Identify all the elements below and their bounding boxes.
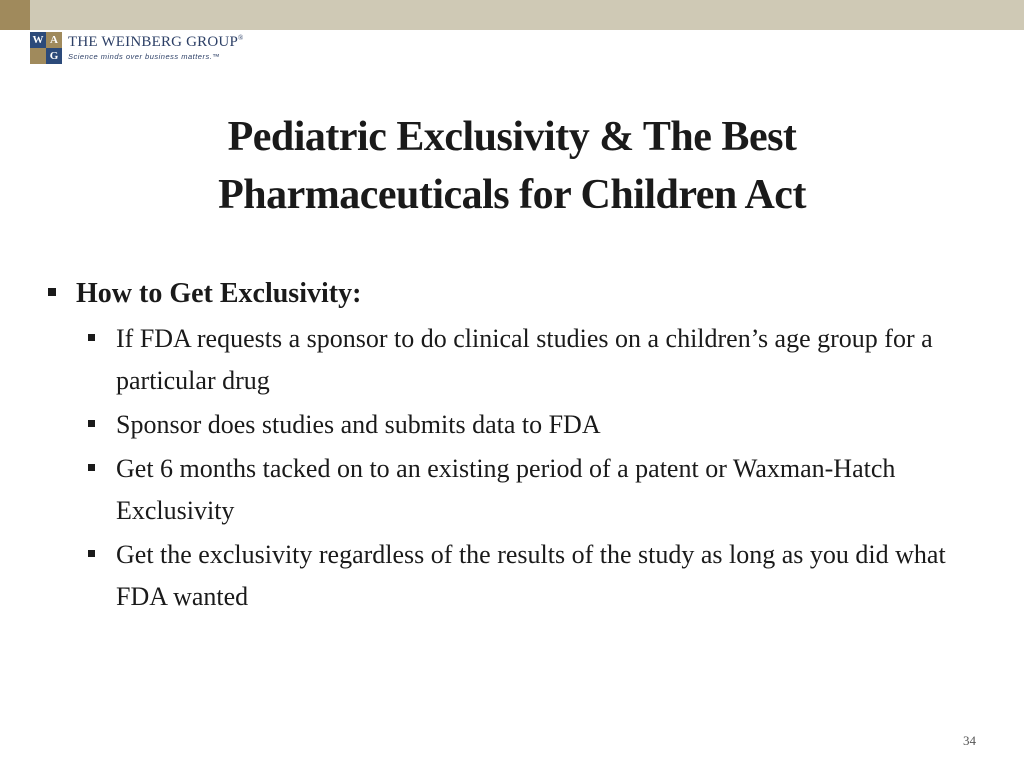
sub-bullet-list [116, 318, 968, 618]
company-logo [30, 32, 244, 64]
list-item-text: Get 6 months tacked on to an existing period of a patent or Waxman-Hatch Exclusivity [116, 454, 896, 525]
top-band-bar [30, 0, 1024, 30]
square-bullet-icon [88, 464, 95, 471]
logo-mark-cell [30, 48, 46, 64]
square-bullet-icon [88, 334, 95, 341]
list-item [116, 404, 968, 446]
page-number: 34 [963, 733, 976, 748]
logo-name [68, 35, 244, 50]
logo-text [68, 35, 244, 61]
logo-name-text: THE WEINBERG GROUP [68, 34, 238, 51]
slide-content [48, 274, 968, 620]
slide-title [0, 108, 1024, 224]
top-band-square [0, 0, 30, 30]
main-bullet-text: How to Get Exclusivity: [76, 278, 362, 309]
square-bullet-icon [88, 550, 95, 557]
square-bullet-icon [48, 288, 56, 296]
list-item-text: Get the exclusivity regardless of the results of the study as long as you did what FDA wanted [116, 540, 946, 611]
list-item [116, 318, 968, 402]
list-item [116, 534, 968, 618]
list-item [116, 448, 968, 532]
list-item-text: If FDA requests a sponsor to do clinical studies on a children’s age group for a particular drug [116, 324, 933, 395]
slide-title-line-2: Pharmaceuticals for Children Act [218, 172, 806, 218]
slide-title-line-1: Pediatric Exclusivity & The Best [227, 114, 797, 160]
logo-tagline: Science minds over business matters.™ [68, 52, 221, 62]
square-bullet-icon [88, 420, 95, 427]
top-band [0, 0, 1024, 30]
logo-mark-cell: A [46, 32, 62, 48]
logo-mark-cell: G [46, 48, 62, 64]
logo-mark-icon [30, 32, 62, 64]
main-bullet [48, 274, 968, 314]
list-item-text: Sponsor does studies and submits data to FDA [116, 410, 601, 439]
logo-mark-cell: W [30, 32, 46, 48]
logo-trademark: ® [237, 34, 244, 43]
